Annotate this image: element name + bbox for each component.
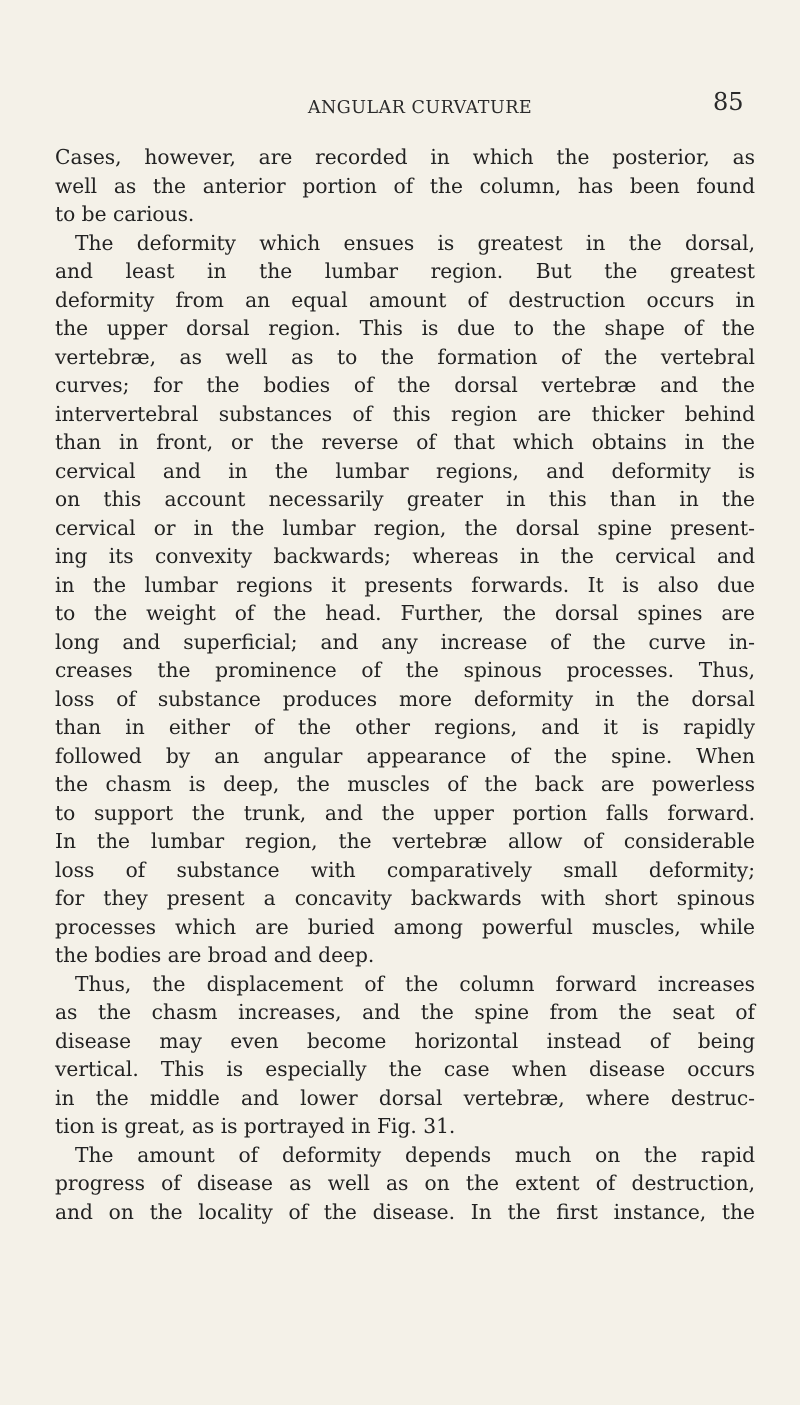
text-line: curves; for the bodies of the dorsal vertebræ and the bbox=[55, 373, 755, 397]
text-line: in the middle and lower dorsal vertebræ, where destruc- bbox=[55, 1085, 755, 1110]
text-line: long and superficial; and any increase of the curve in- bbox=[55, 629, 755, 654]
text-line: Thus, the displacement of the column forward increases bbox=[75, 971, 755, 996]
text-line: creases the prominence of the spinous processes. Thus, bbox=[55, 658, 755, 682]
text-line: on this account necessarily greater in this than in the bbox=[55, 487, 755, 511]
text-line: to support the trunk, and the upper portion falls forward. bbox=[55, 800, 755, 825]
text-line: than in front, or the reverse of that which obtains in the bbox=[55, 430, 755, 454]
text-line: to be carious. bbox=[55, 202, 195, 226]
text-line: vertebræ, as well as to the formation of the vertebral bbox=[55, 344, 755, 369]
text-line: progress of disease as well as on the extent of destruction, bbox=[55, 1171, 755, 1195]
text-line: The deformity which ensues is greatest in the dorsal, bbox=[75, 230, 755, 255]
text-line: cervical and in the lumbar regions, and deformity is bbox=[55, 458, 755, 483]
text-line: and least in the lumbar region. But the greatest bbox=[55, 259, 755, 283]
text-line: ing its convexity backwards; whereas in the cervical and bbox=[55, 544, 755, 568]
text-line: In the lumbar region, the vertebræ allow of considerable bbox=[55, 829, 755, 853]
text-line: tion is great, as is portrayed in Fig. 31. bbox=[55, 1114, 456, 1138]
text-line: The amount of deformity depends much on the rapid bbox=[75, 1142, 755, 1167]
text-line: followed by an angular appearance of the spine. When bbox=[55, 743, 755, 768]
text-line: the chasm is deep, the muscles of the back are powerless bbox=[55, 772, 755, 796]
text-line: as the chasm increases, and the spine from the seat of bbox=[55, 1000, 755, 1024]
text-line: deformity from an equal amount of destruction occurs in bbox=[55, 287, 755, 312]
page-header bbox=[0, 88, 800, 128]
text-line: Cases, however, are recorded in which the posterior, as bbox=[55, 145, 755, 169]
text-line: in the lumbar regions it presents forwards. It is also due bbox=[55, 572, 755, 597]
body-text bbox=[55, 143, 755, 1226]
text-line: the upper dorsal region. This is due to the shape of the bbox=[55, 316, 755, 340]
text-line: vertical. This is especially the case when disease occurs bbox=[55, 1057, 755, 1081]
text-line: disease may even become horizontal instead of being bbox=[55, 1028, 755, 1053]
text-line: for they present a concavity backwards with short spinous bbox=[55, 886, 755, 910]
text-line: loss of substance produces more deformity in the dorsal bbox=[55, 686, 755, 711]
text-line: processes which are buried among powerful muscles, while bbox=[55, 914, 755, 939]
text-line: intervertebral substances of this region are thicker behind bbox=[55, 401, 755, 426]
text-line: the bodies are broad and deep. bbox=[55, 943, 375, 967]
text-line: than in either of the other regions, and it is rapidly bbox=[55, 715, 755, 739]
text-line: well as the anterior portion of the column, has been found bbox=[55, 173, 755, 198]
text-line: loss of substance with comparatively small deformity; bbox=[55, 857, 755, 882]
text-line: and on the locality of the disease. In the first instance, the bbox=[55, 1199, 755, 1224]
text-line: to the weight of the head. Further, the dorsal spines are bbox=[55, 601, 755, 625]
page-number: 85 bbox=[713, 88, 744, 116]
running-title: ANGULAR CURVATURE bbox=[307, 98, 533, 118]
text-line: cervical or in the lumbar region, the dorsal spine present- bbox=[55, 515, 755, 540]
